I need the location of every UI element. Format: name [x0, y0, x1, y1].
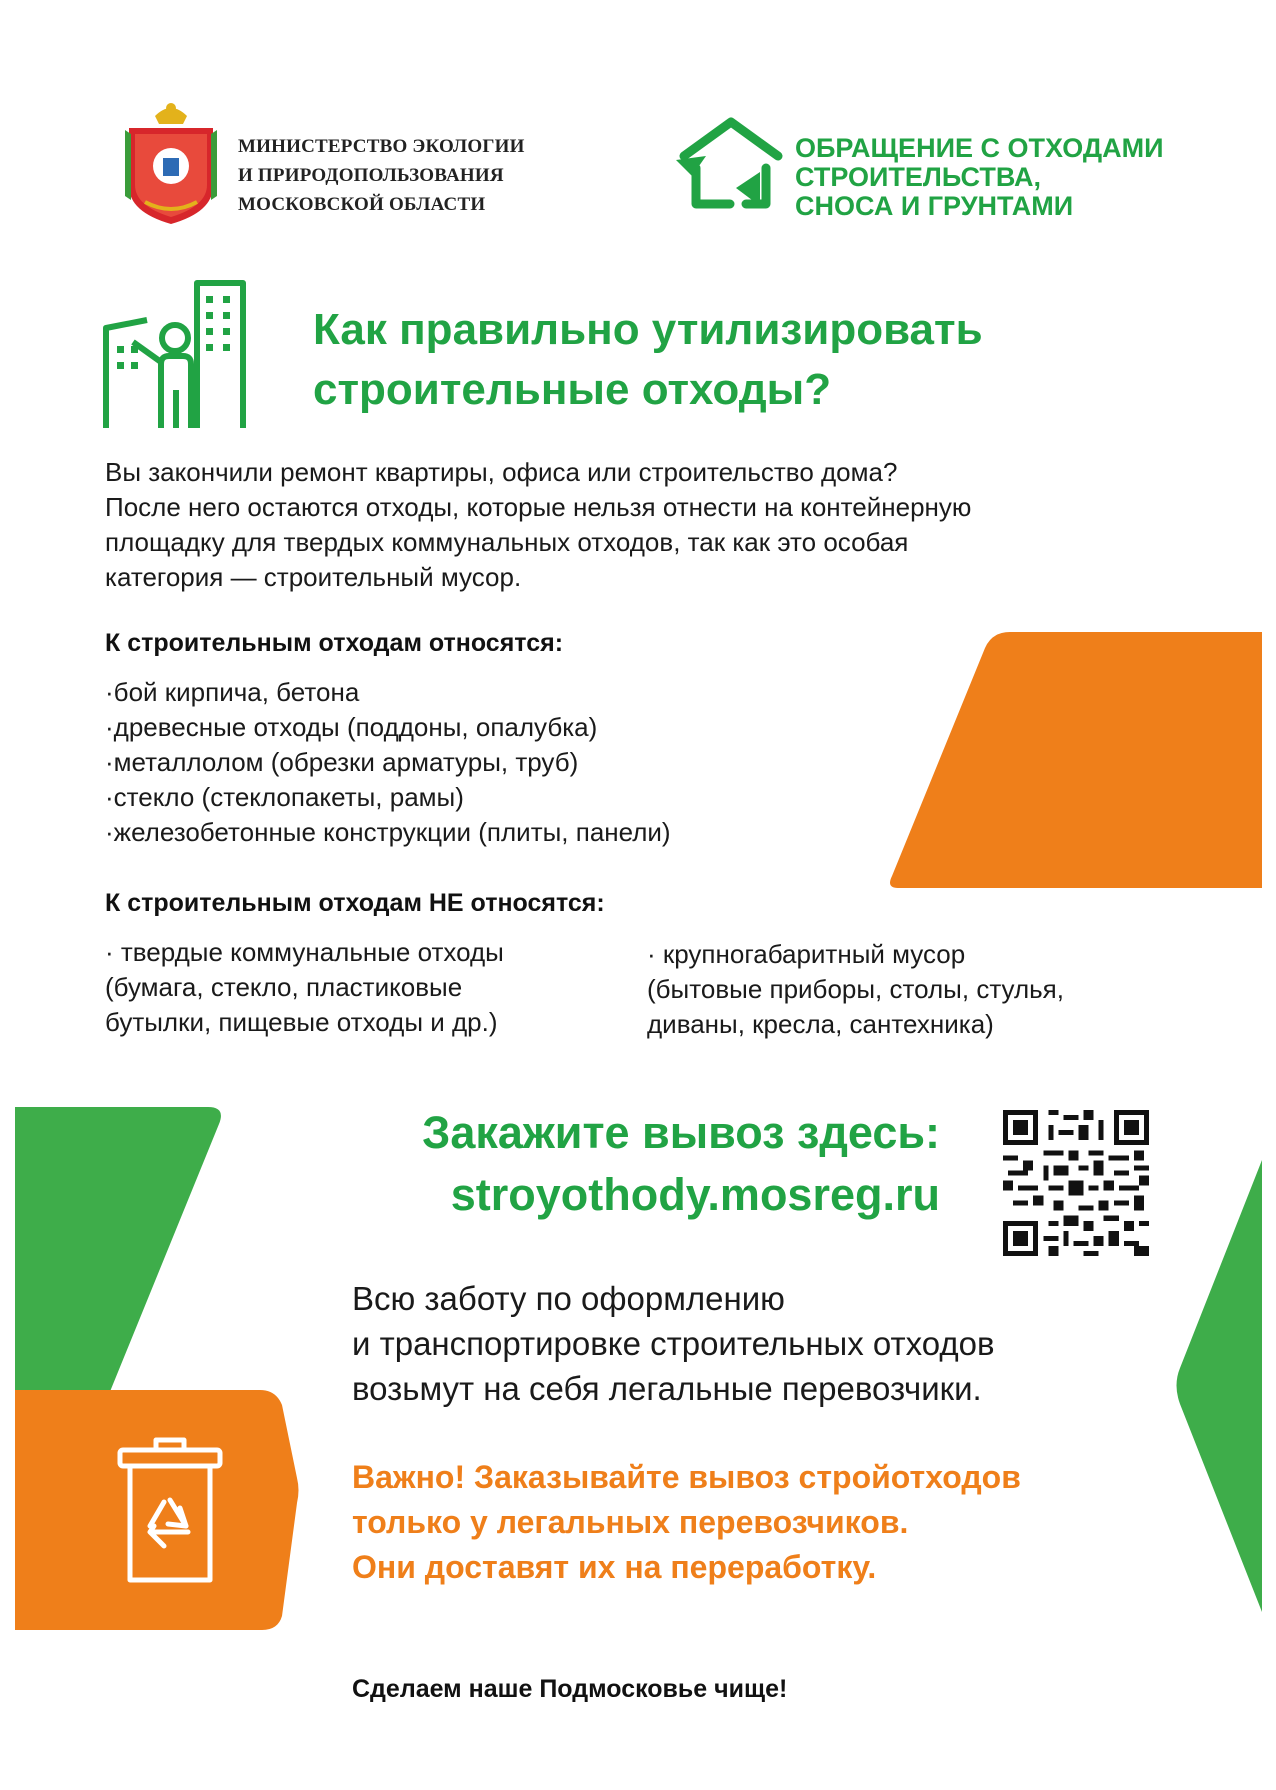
intro-paragraph: Вы закончили ремонт квартиры, офиса или строительство дома? После него остаются отходы, которые нельзя отнести на контейнерную площадку для твердых коммунальных отходов, так как это особая категория — строительный мусор.	[105, 457, 972, 592]
buildings-person-icon	[103, 280, 248, 430]
orange-parallelogram	[890, 632, 1262, 888]
included-heading: К строительным отходам относятся:	[105, 629, 564, 657]
excluded-heading: К строительным отходам НЕ относятся:	[105, 889, 605, 917]
recycle-bin-icon	[116, 1436, 224, 1586]
list-item: · бой кирпича, бетона	[105, 675, 905, 710]
coat-of-arms	[125, 100, 217, 225]
list-item: · древесные отходы (поддоны, опалубка)	[105, 710, 905, 745]
list-item: · стекло (стеклопакеты, рамы)	[105, 780, 905, 815]
included-list	[105, 675, 905, 850]
warning-text: Важно! Заказывайте вывоз стройотходов только у легальных перевозчиков. Они доставят их на переработку.	[352, 1459, 1021, 1585]
info-paragraph: Всю заботу по оформлению и транспортировке строительных отходов возьмут на себя легальные перевозчики.	[352, 1280, 995, 1407]
ministry-name: МИНИСТЕРСТВО ЭКОЛОГИИ И ПРИРОДОПОЛЬЗОВАНИЯ МОСКОВСКОЙ ОБЛАСТИ	[238, 136, 525, 215]
project-name: ОБРАЩЕНИЕ С ОТХОДАМИ СТРОИТЕЛЬСТВА, СНОСА И ГРУНТАМИ	[795, 133, 1164, 221]
list-item: · металлолом (обрезки арматуры, труб)	[105, 745, 905, 780]
order-heading: Закажите вывоз здесь: stroyothody.mosreg.ru	[330, 1102, 940, 1226]
recycle-house-icon	[672, 116, 790, 214]
excluded-left: · твердые коммунальные отходы (бумага, стекло, пластиковые бутылки, пищевые отходы и др.)	[105, 937, 504, 1037]
qr-code[interactable]	[1003, 1110, 1149, 1256]
order-url[interactable]: stroyothody.mosreg.ru	[450, 1169, 940, 1220]
excluded-right: · крупногабаритный мусор (бытовые приборы, столы, стулья, диваны, кресла, сантехника)	[647, 939, 1064, 1039]
footer-slogan: Сделаем наше Подмосковье чище!	[352, 1675, 788, 1703]
green-right-shape	[1177, 1160, 1263, 1612]
page-title: Как правильно утилизировать строительные отходы?	[313, 305, 983, 414]
list-item: · железобетонные конструкции (плиты, панели)	[105, 815, 905, 850]
